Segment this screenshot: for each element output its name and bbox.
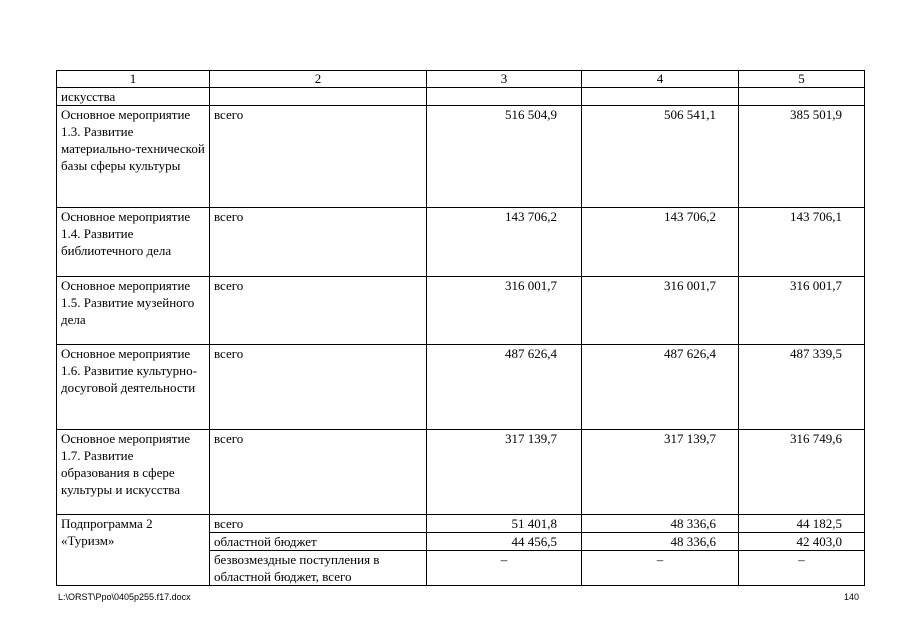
row-value-3: 143 706,2	[427, 208, 582, 277]
row-value-4: 317 139,7	[582, 430, 739, 515]
subprogram-row	[57, 515, 865, 533]
col-header-3: 3	[427, 71, 582, 88]
row-value-4: 316 001,7	[582, 277, 739, 345]
row-value-4	[582, 88, 739, 106]
row-value-3: 516 504,9	[427, 106, 582, 208]
col-header-4: 4	[582, 71, 739, 88]
row-type: всего	[210, 277, 427, 345]
table-row	[57, 208, 865, 277]
row-value-3: 51 401,8	[427, 515, 582, 533]
budget-table	[56, 70, 865, 586]
col-header-1: 1	[57, 71, 210, 88]
row-value-4: 48 336,6	[582, 515, 739, 533]
row-value-3	[427, 88, 582, 106]
row-type	[210, 88, 427, 106]
row-value-4: 143 706,2	[582, 208, 739, 277]
row-value-5: 316 749,6	[739, 430, 865, 515]
table-row	[57, 88, 865, 106]
table-row	[57, 345, 865, 430]
row-value-3: 316 001,7	[427, 277, 582, 345]
row-value-5: 316 001,7	[739, 277, 865, 345]
table-row	[57, 277, 865, 345]
row-type: всего	[210, 345, 427, 430]
row-type: безвозмездные поступления в областной бюджет, всего	[210, 551, 427, 586]
row-value-4: –	[582, 551, 739, 586]
row-type: всего	[210, 106, 427, 208]
row-value-3: 487 626,4	[427, 345, 582, 430]
table-row	[57, 106, 865, 208]
footer-file-path: L:\ORST\Ppo\0405p255.f17.docx	[58, 592, 191, 602]
row-type: всего	[210, 430, 427, 515]
row-value-5	[739, 88, 865, 106]
row-value-4: 48 336,6	[582, 533, 739, 551]
row-type: всего	[210, 515, 427, 533]
row-type: областной бюджет	[210, 533, 427, 551]
row-value-5: –	[739, 551, 865, 586]
row-value-5: 487 339,5	[739, 345, 865, 430]
row-value-3: 317 139,7	[427, 430, 582, 515]
subprogram-name: Подпрограмма 2 «Туризм»	[57, 515, 210, 586]
row-type: всего	[210, 208, 427, 277]
row-name: Основное мероприятие 1.4. Развитие библиотечного дела	[57, 208, 210, 277]
row-name: Основное мероприятие 1.6. Развитие культурно-досуговой деятельности	[57, 345, 210, 430]
row-name: Основное мероприятие 1.3. Развитие материально-технической базы сферы культуры	[57, 106, 210, 208]
row-name: искусства	[57, 88, 210, 106]
row-value-5: 42 403,0	[739, 533, 865, 551]
row-name: Основное мероприятие 1.7. Развитие образования в сфере культуры и искусства	[57, 430, 210, 515]
row-value-5: 143 706,1	[739, 208, 865, 277]
row-name: Основное мероприятие 1.5. Развитие музейного дела	[57, 277, 210, 345]
row-value-3: –	[427, 551, 582, 586]
col-header-5: 5	[739, 71, 865, 88]
col-header-2: 2	[210, 71, 427, 88]
row-value-5: 44 182,5	[739, 515, 865, 533]
header-row	[57, 71, 865, 88]
row-value-3: 44 456,5	[427, 533, 582, 551]
table-row	[57, 430, 865, 515]
row-value-5: 385 501,9	[739, 106, 865, 208]
row-value-4: 487 626,4	[582, 345, 739, 430]
row-value-4: 506 541,1	[582, 106, 739, 208]
footer-page-number: 140	[843, 592, 859, 602]
